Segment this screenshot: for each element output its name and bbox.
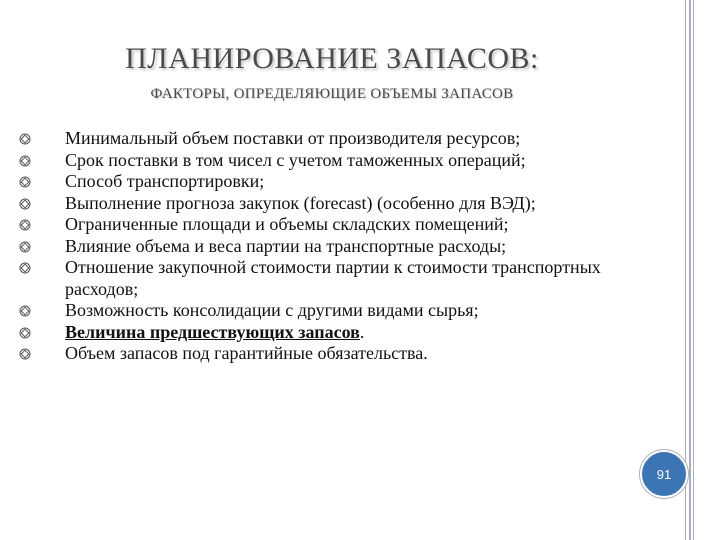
list-item-text: Объем запасов под гарантийные обязательства. xyxy=(65,343,428,363)
list-item-text: Ограниченные площади и объемы складских помещений; xyxy=(65,214,509,234)
factor-list xyxy=(12,128,602,365)
slide-title: ПЛАНИРОВАНИЕ ЗАПАСОВ: xyxy=(125,42,539,75)
slide-subtitle: ФАКТОРЫ, ОПРЕДЕЛЯЮЩИЕ ОБЪЕМЫ ЗАПАСОВ xyxy=(150,86,514,102)
circle-diamond-icon xyxy=(19,327,31,339)
list-item-text: Способ транспортировки; xyxy=(65,171,265,191)
circle-diamond-icon xyxy=(19,155,31,167)
circle-diamond-icon xyxy=(19,262,31,274)
divider-line xyxy=(693,0,694,540)
list-item-text: Возможность консолидации с другими видами сырья; xyxy=(65,300,479,320)
list-item-text-emphasized: Величина предшествующих запасов xyxy=(65,321,360,342)
list-item xyxy=(12,343,602,365)
list-item xyxy=(12,214,602,236)
list-item-text: Влияние объема и веса партии на транспортные расходы; xyxy=(65,235,507,256)
list-item xyxy=(12,300,602,322)
list-item-suffix: . xyxy=(359,321,365,342)
list-item xyxy=(12,257,602,300)
list-item xyxy=(12,171,602,193)
list-item-text: Выполнение прогноза закупок (forecast) (особенно для ВЭД); xyxy=(65,192,536,213)
list-item-text: Отношение закупочной стоимости партии к стоимости транспортных расходов; xyxy=(65,257,601,299)
divider-line xyxy=(685,0,686,540)
circle-diamond-icon xyxy=(19,133,31,145)
list-item xyxy=(12,236,602,258)
circle-diamond-icon xyxy=(19,241,31,253)
list-item xyxy=(12,150,602,172)
circle-diamond-icon xyxy=(19,198,31,210)
list-item xyxy=(12,322,602,344)
divider-line xyxy=(689,0,691,540)
circle-diamond-icon xyxy=(19,348,31,360)
circle-diamond-icon xyxy=(19,176,31,188)
list-item-text: Срок поставки в том чисел с учетом таможенных операций; xyxy=(65,149,526,170)
page-number-badge: 91 xyxy=(640,450,688,498)
list-item-text: Минимальный объем поставки от производителя ресурсов; xyxy=(65,128,521,148)
circle-diamond-icon xyxy=(19,219,31,231)
list-item xyxy=(12,193,602,215)
list-item xyxy=(12,128,602,150)
circle-diamond-icon xyxy=(19,305,31,317)
